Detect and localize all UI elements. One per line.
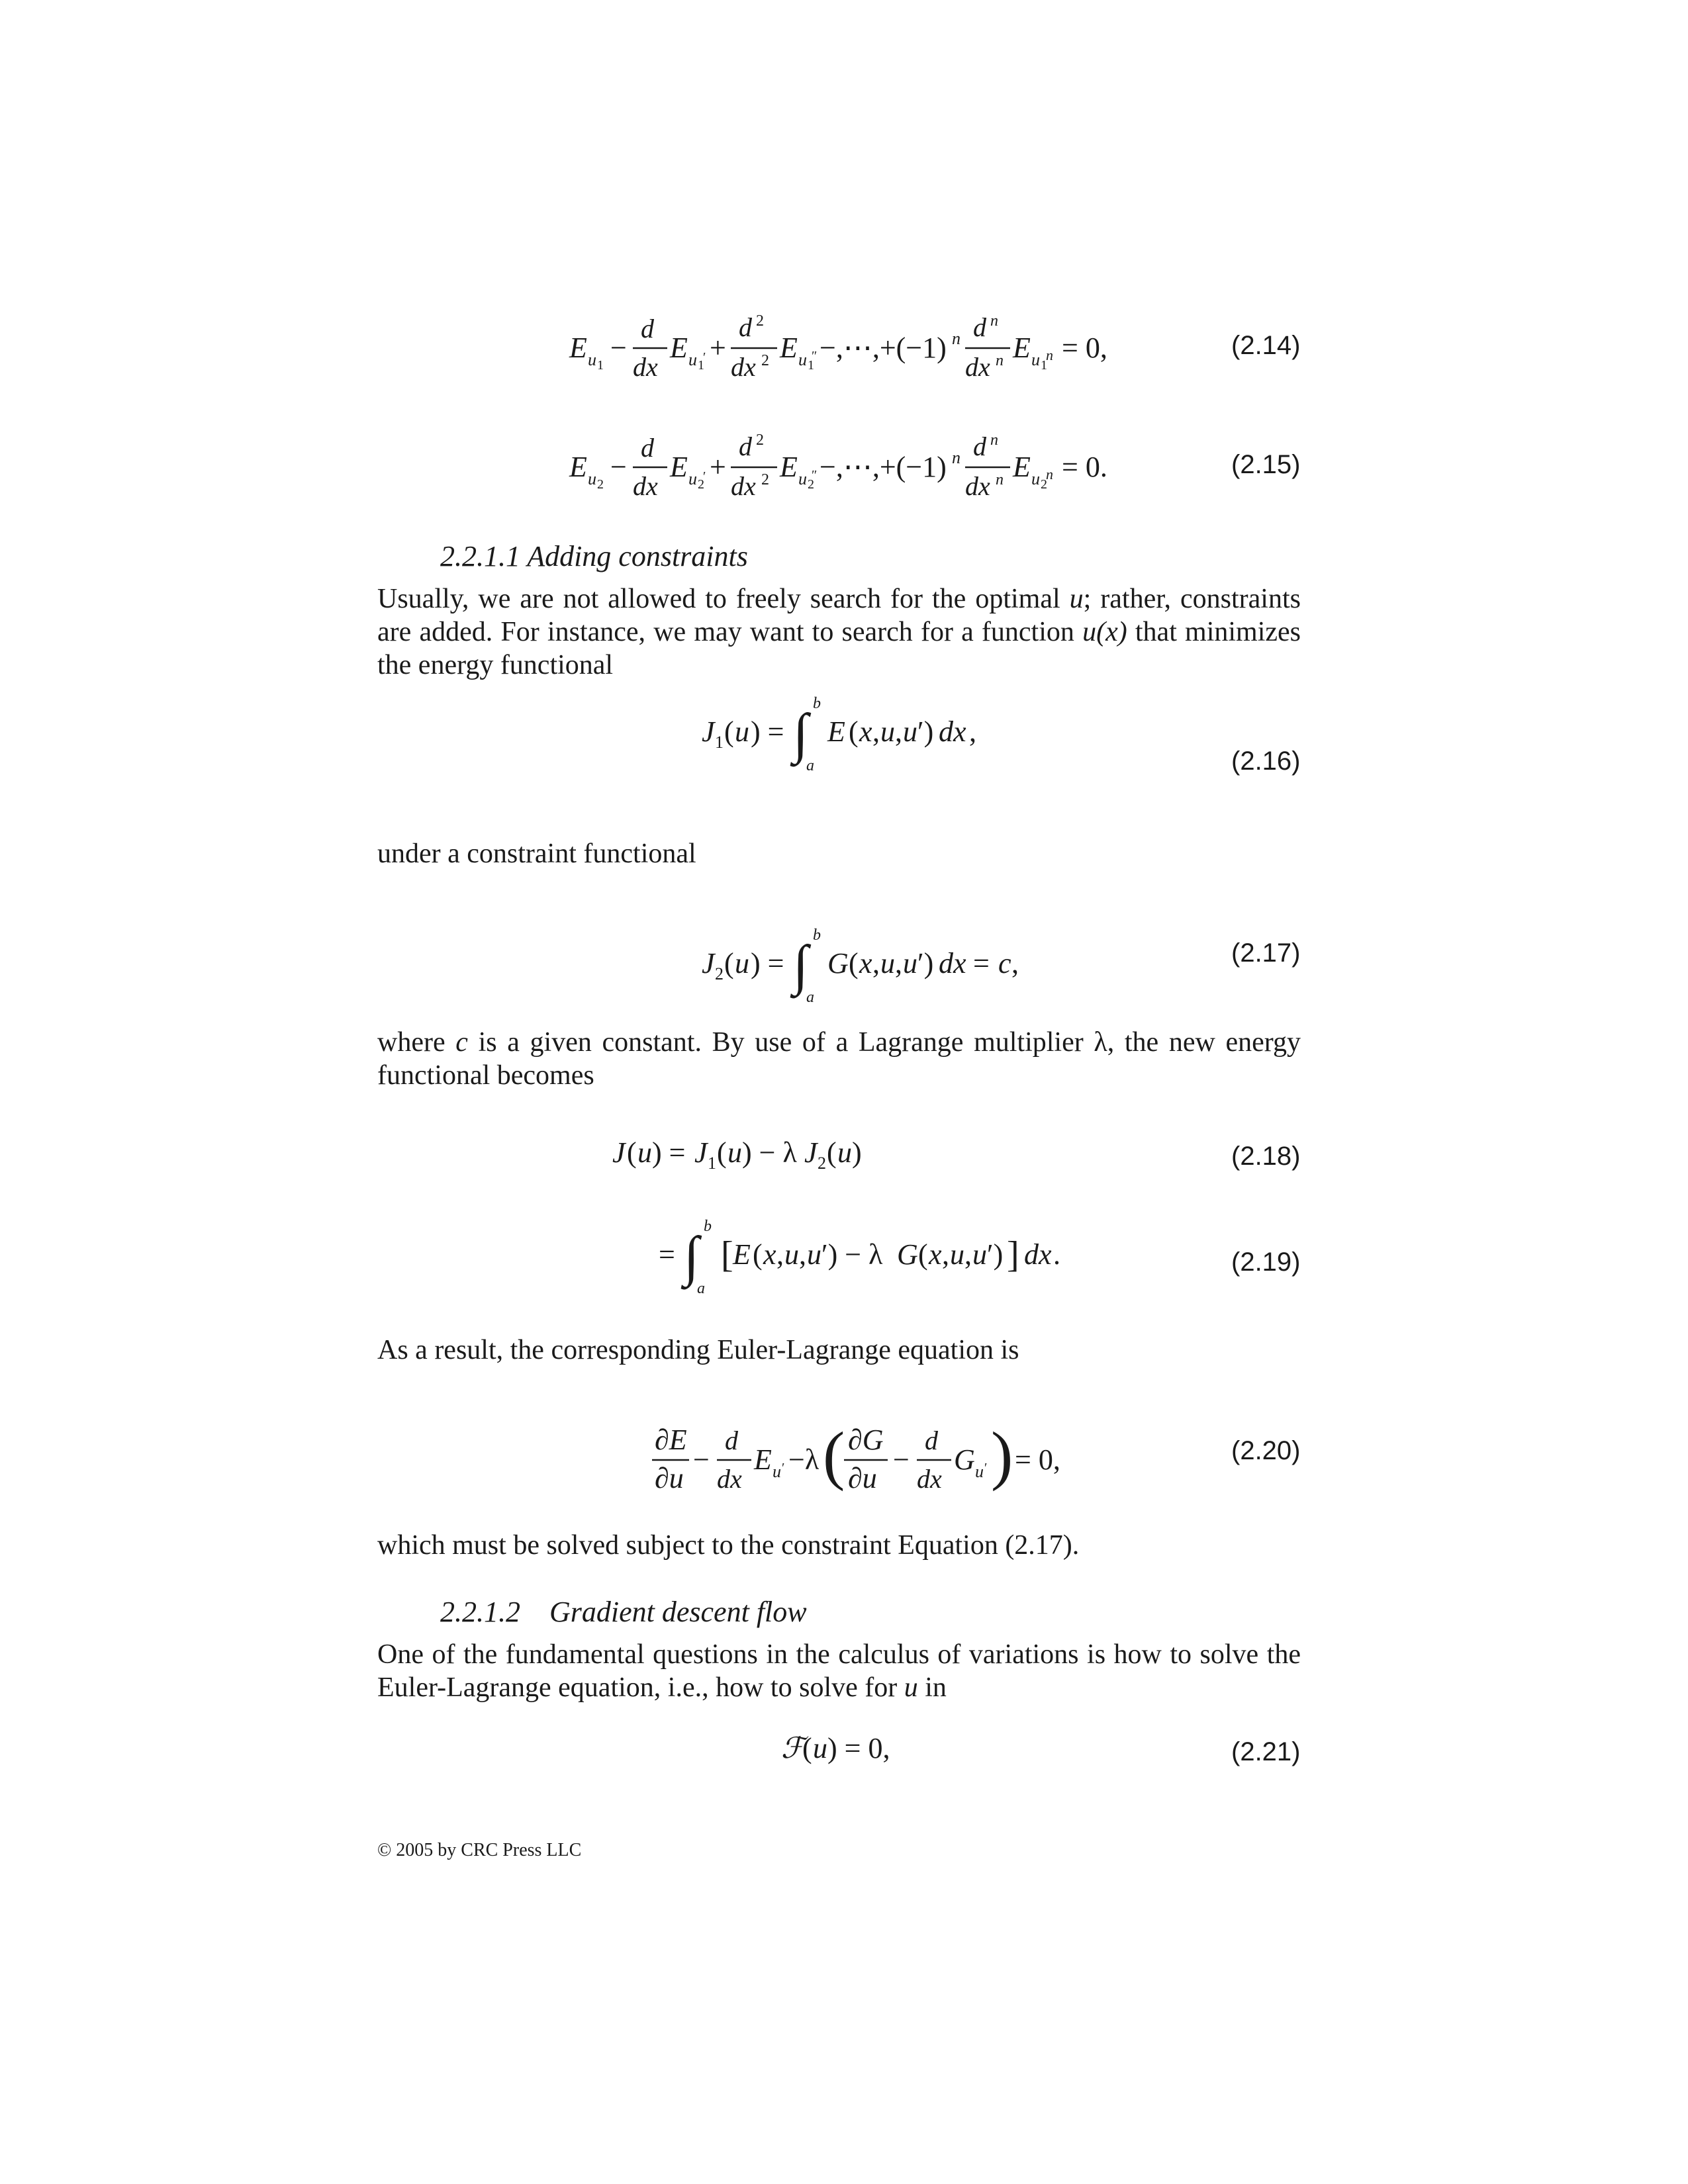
- svg-text:,: ,: [1011, 947, 1019, 979]
- svg-text:dx: dx: [633, 352, 658, 382]
- svg-text:2: 2: [715, 964, 724, 983]
- svg-text:2: 2: [818, 1154, 826, 1173]
- svg-text:∫: ∫: [793, 703, 809, 764]
- equation-number-2-15: (2.15): [1231, 450, 1301, 479]
- svg-text:dx: dx: [939, 947, 966, 979]
- svg-text:x: x: [859, 947, 872, 979]
- svg-text:) =: ) =: [652, 1136, 686, 1169]
- svg-text:b: b: [813, 695, 821, 712]
- svg-text:dx: dx: [717, 1464, 742, 1494]
- svg-text:,: ,: [872, 715, 880, 748]
- svg-text:∂E: ∂E: [655, 1424, 687, 1456]
- equation-2-19: [659, 1211, 1122, 1304]
- svg-text:n: n: [990, 312, 998, 330]
- svg-text:(: (: [724, 947, 734, 979]
- svg-text:u: u: [880, 715, 895, 748]
- svg-text:d: d: [973, 312, 986, 342]
- svg-text:) − λ: ) − λ: [742, 1136, 797, 1169]
- svg-text:′: ′: [703, 469, 706, 484]
- svg-text:u: u: [1031, 350, 1040, 369]
- paragraph-lagrange-multiplier: where c is a given constant. By use of a Lagrange multiplier λ, the new energy functional becomes: [377, 1027, 1301, 1091]
- equation-2-14: [569, 311, 1165, 390]
- svg-text:u: u: [637, 1136, 652, 1169]
- svg-text:,: ,: [776, 1238, 784, 1271]
- svg-text:dx: dx: [917, 1464, 942, 1494]
- svg-text:n: n: [1046, 466, 1053, 482]
- svg-text:(: (: [717, 1136, 727, 1169]
- svg-text:n: n: [996, 471, 1004, 488]
- svg-text:): ): [991, 1418, 1013, 1492]
- svg-text:J: J: [612, 1136, 626, 1169]
- svg-text:b: b: [704, 1218, 712, 1235]
- svg-text:1: 1: [708, 1154, 716, 1173]
- section-number: 2.2.1.2: [440, 1596, 520, 1628]
- svg-text:dx: dx: [939, 715, 966, 748]
- svg-text:+: +: [710, 332, 726, 364]
- svg-text:−,⋯,+(−1): −,⋯,+(−1): [820, 451, 947, 483]
- svg-text:′): ′): [917, 947, 934, 979]
- svg-text:a: a: [806, 989, 814, 1006]
- svg-text:,: ,: [799, 1238, 806, 1271]
- svg-text:dx: dx: [633, 471, 658, 501]
- svg-text:″: ″: [812, 349, 818, 363]
- svg-text:,: ,: [969, 715, 976, 748]
- svg-text:−: −: [610, 332, 627, 364]
- svg-text:= 0,: = 0,: [1015, 1443, 1060, 1476]
- svg-text:) =: ) =: [751, 947, 784, 979]
- svg-text:E: E: [733, 1238, 751, 1271]
- svg-text:1: 1: [698, 358, 704, 373]
- equation-number-2-14: (2.14): [1231, 331, 1301, 360]
- svg-text:d: d: [739, 312, 752, 342]
- svg-text:2: 2: [761, 352, 769, 369]
- svg-text:d: d: [641, 314, 654, 343]
- svg-text:u: u: [903, 947, 917, 979]
- equation-2-17: [702, 920, 1033, 1013]
- svg-text:= 0.: = 0.: [1062, 451, 1107, 483]
- svg-text:E: E: [780, 451, 798, 483]
- equation-number-2-18: (2.18): [1231, 1142, 1301, 1171]
- svg-text:]: ]: [1007, 1234, 1019, 1275]
- svg-text:E: E: [569, 451, 587, 483]
- svg-text:u: u: [798, 350, 807, 369]
- svg-text:J: J: [702, 715, 715, 748]
- svg-text:c: c: [998, 947, 1011, 979]
- svg-text:,: ,: [942, 1238, 949, 1271]
- svg-text:2: 2: [761, 471, 769, 488]
- svg-text:∫: ∫: [684, 1226, 700, 1287]
- svg-text:x: x: [929, 1238, 942, 1271]
- svg-text:[: [: [721, 1234, 733, 1275]
- svg-text:=: =: [973, 947, 990, 979]
- svg-text:d: d: [725, 1426, 738, 1455]
- svg-text:dx: dx: [731, 352, 756, 382]
- copyright-footer: © 2005 by CRC Press LLC: [377, 1840, 582, 1860]
- svg-text:dx: dx: [965, 471, 990, 501]
- svg-text:x: x: [763, 1238, 776, 1271]
- svg-text:): ): [852, 1136, 862, 1169]
- svg-text:E: E: [1013, 451, 1031, 483]
- svg-text:−,⋯,+(−1): −,⋯,+(−1): [820, 332, 947, 364]
- svg-text:′: ′: [782, 1461, 785, 1475]
- svg-text:E: E: [569, 332, 587, 364]
- svg-text:n: n: [952, 448, 961, 467]
- svg-text:J: J: [694, 1136, 708, 1169]
- equation-2-16: [702, 688, 1033, 781]
- svg-text:u: u: [903, 715, 917, 748]
- svg-text:G: G: [897, 1238, 918, 1271]
- section-title: Gradient descent flow: [549, 1596, 807, 1628]
- equation-2-21: [781, 1721, 980, 1774]
- equation-2-20: [652, 1416, 1115, 1509]
- svg-text:(: (: [823, 1418, 845, 1492]
- svg-text:J: J: [702, 947, 715, 979]
- svg-text:2: 2: [597, 477, 604, 492]
- svg-text:u: u: [837, 1136, 852, 1169]
- paragraph-constraint-equation: which must be solved subject to the constraint Equation (2.17).: [377, 1530, 1080, 1561]
- svg-text:E: E: [1013, 332, 1031, 364]
- svg-text:∫: ∫: [793, 934, 809, 996]
- paragraph-gradient-descent: One of the fundamental questions in the calculus of variations is how to solve the Euler-Lagrange equation, i.e., how to solve for u in: [377, 1639, 1301, 1703]
- svg-text:E: E: [780, 332, 798, 364]
- svg-text:2: 2: [1041, 477, 1047, 492]
- paragraph-adding-constraints: Usually, we are not allowed to freely search for the optimal u; rather, constraints are added. For instance, we may want to search for a function u(x) that minimizes the energy functional: [377, 584, 1301, 680]
- svg-text:2: 2: [756, 312, 764, 330]
- svg-text:2: 2: [756, 432, 764, 449]
- svg-text:2: 2: [808, 477, 814, 492]
- svg-text:n: n: [1046, 347, 1053, 363]
- svg-text:=: =: [659, 1238, 675, 1271]
- svg-text:u: u: [880, 947, 895, 979]
- svg-text:(: (: [849, 715, 859, 748]
- svg-text:(: (: [849, 947, 859, 979]
- svg-text:,: ,: [895, 715, 902, 748]
- svg-text:u: u: [798, 469, 807, 488]
- svg-text:u: u: [784, 1238, 799, 1271]
- svg-text:1: 1: [1041, 358, 1047, 373]
- svg-text:(: (: [827, 1136, 837, 1169]
- svg-text:) =: ) =: [751, 715, 784, 748]
- equation-number-2-16: (2.16): [1231, 747, 1301, 776]
- section-heading-2-2-1-2: [440, 1595, 807, 1629]
- svg-text:−λ: −λ: [788, 1443, 820, 1476]
- svg-text:″: ″: [812, 468, 818, 482]
- svg-text:′: ′: [703, 350, 706, 365]
- svg-text:G: G: [954, 1443, 975, 1476]
- svg-text:b: b: [813, 927, 821, 944]
- svg-text:−: −: [610, 451, 627, 483]
- svg-text:u: u: [813, 1732, 827, 1764]
- svg-text:,: ,: [895, 947, 902, 979]
- svg-text:,: ,: [964, 1238, 972, 1271]
- svg-text:u: u: [735, 715, 749, 748]
- svg-text:∂u: ∂u: [655, 1462, 684, 1494]
- svg-text:1: 1: [808, 358, 814, 373]
- svg-text:d: d: [925, 1426, 938, 1455]
- svg-text:1: 1: [715, 733, 724, 752]
- svg-text:.: .: [1053, 1238, 1060, 1271]
- svg-text:n: n: [952, 329, 961, 348]
- svg-text:u: u: [688, 469, 697, 488]
- svg-text:d: d: [641, 433, 654, 463]
- svg-text:u: u: [588, 350, 596, 369]
- svg-text:(: (: [627, 1136, 637, 1169]
- svg-text:E: E: [754, 1443, 772, 1476]
- svg-text:E: E: [827, 715, 845, 748]
- paragraph-euler-lagrange: As a result, the corresponding Euler-Lagrange equation is: [377, 1335, 1019, 1365]
- svg-text:u: u: [735, 947, 749, 979]
- svg-text:d: d: [973, 432, 986, 461]
- svg-text:′) − λ: ′) − λ: [821, 1238, 883, 1271]
- svg-text:(: (: [802, 1732, 812, 1764]
- svg-text:) = 0,: ) = 0,: [827, 1732, 890, 1764]
- svg-text:′): ′): [917, 715, 934, 748]
- equation-number-2-21: (2.21): [1231, 1737, 1301, 1766]
- svg-text:∂u: ∂u: [848, 1462, 877, 1494]
- svg-text:dx: dx: [1024, 1238, 1052, 1271]
- svg-text:ℱ: ℱ: [781, 1732, 804, 1764]
- svg-text:n: n: [996, 352, 1004, 369]
- svg-text:∂G: ∂G: [848, 1424, 884, 1456]
- svg-text:u: u: [688, 350, 697, 369]
- equation-2-15: [569, 430, 1165, 510]
- svg-text:u: u: [727, 1136, 742, 1169]
- svg-text:= 0,: = 0,: [1062, 332, 1107, 364]
- svg-text:u: u: [950, 1238, 964, 1271]
- equation-number-2-20: (2.20): [1231, 1436, 1301, 1465]
- svg-text:E: E: [670, 451, 688, 483]
- svg-text:+: +: [710, 451, 726, 483]
- equation-number-2-19: (2.19): [1231, 1248, 1301, 1277]
- svg-text:(: (: [724, 715, 734, 748]
- svg-text:1: 1: [597, 358, 604, 373]
- svg-text:u: u: [1031, 469, 1040, 488]
- equation-2-18: [612, 1125, 943, 1178]
- svg-text:(: (: [753, 1238, 763, 1271]
- svg-text:J: J: [804, 1136, 818, 1169]
- svg-text:n: n: [990, 432, 998, 449]
- svg-text:u: u: [972, 1238, 987, 1271]
- svg-text:2: 2: [698, 477, 704, 492]
- svg-text:dx: dx: [731, 471, 756, 501]
- svg-text:a: a: [697, 1280, 705, 1297]
- svg-text:,: ,: [872, 947, 880, 979]
- svg-text:′): ′): [987, 1238, 1004, 1271]
- svg-text:G: G: [827, 947, 849, 979]
- svg-text:d: d: [739, 432, 752, 461]
- paragraph-under-constraint: under a constraint functional: [377, 839, 696, 869]
- svg-text:′: ′: [984, 1461, 988, 1475]
- svg-text:−: −: [693, 1443, 710, 1476]
- equation-number-2-17: (2.17): [1231, 938, 1301, 968]
- svg-text:x: x: [859, 715, 872, 748]
- svg-text:−: −: [893, 1443, 910, 1476]
- svg-text:u: u: [807, 1238, 821, 1271]
- svg-text:u: u: [975, 1462, 984, 1481]
- svg-text:u: u: [588, 469, 596, 488]
- svg-text:dx: dx: [965, 352, 990, 382]
- svg-text:u: u: [773, 1462, 781, 1481]
- section-heading-2-2-1-1: 2.2.1.1 Adding constraints: [440, 540, 748, 572]
- svg-text:E: E: [670, 332, 688, 364]
- svg-text:(: (: [918, 1238, 928, 1271]
- svg-text:a: a: [806, 757, 814, 774]
